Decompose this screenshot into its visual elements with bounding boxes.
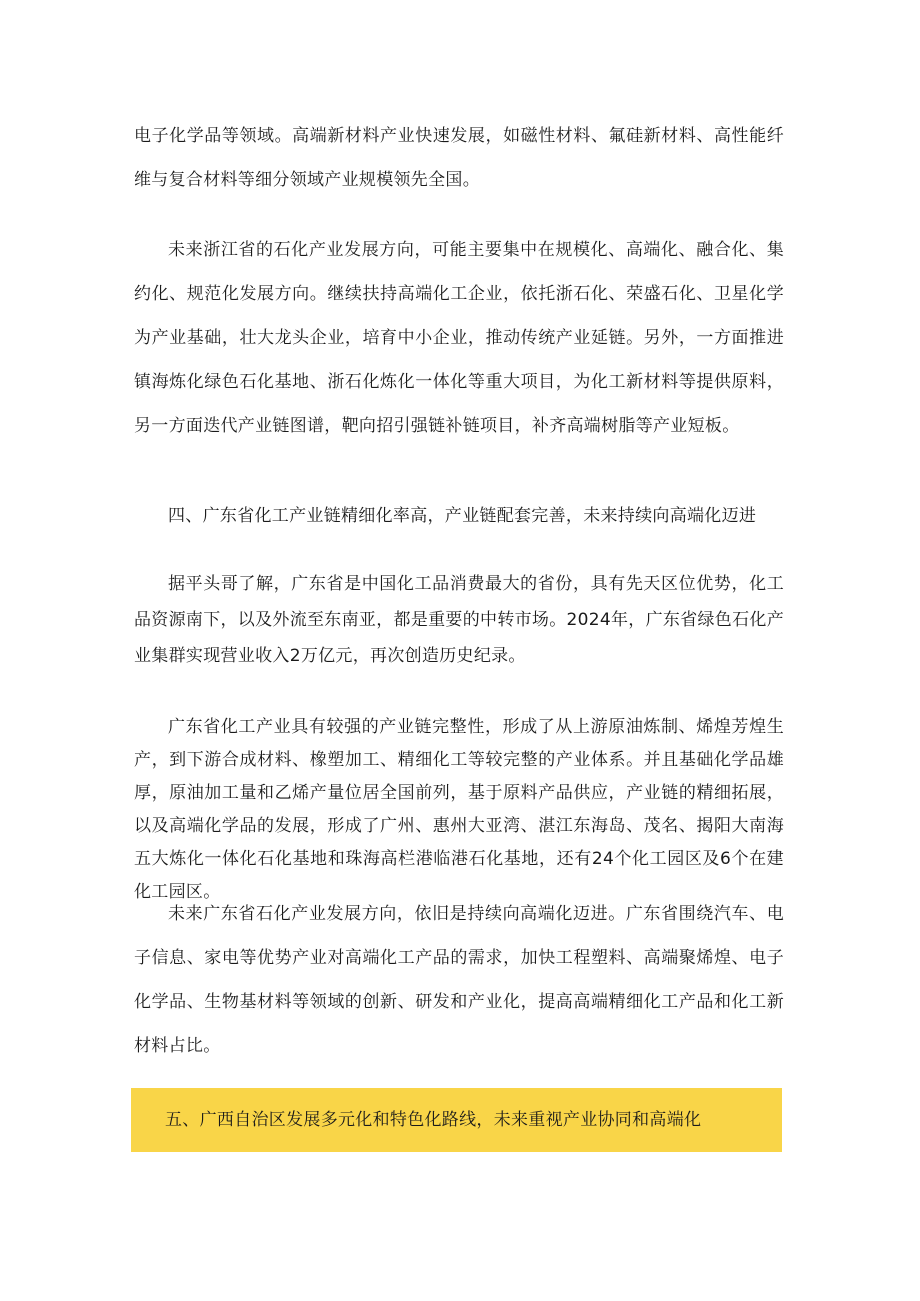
paragraph-zhejiang-outlook: 未来浙江省的石化产业发展方向，可能主要集中在规模化、高端化、融合化、集约化、规范化发展方向。继续扶持高端化工企业，依托浙石化、荣盛石化、卫星化学为产业基础，壮大龙头企业，培育中小企业，推动传统产业延链。另外，一方面推进镇海炼化绿色石化基地、浙石化炼化一体化等重大项目，为化工新材料等提供原料，另一方面迭代产业链图谱，靶向招引强链补链项目，补齐高端树脂等产业短板。 <box>134 240 784 436</box>
section-heading-guangdong: 四、广东省化工产业链精细化率高，产业链配套完善，未来持续向高端化迈进 <box>168 506 757 526</box>
paragraph-guangdong-outlook: 未来广东省石化产业发展方向，依旧是持续向高端化迈进。广东省围绕汽车、电子信息、家电等优势产业对高端化工产品的需求，加快工程塑料、高端聚烯煌、电子化学品、生物基材料等领域的创新、研发和产业化，提高高端精细化工产品和化工新材料占比。 <box>134 904 784 1056</box>
paragraph-materials: 电子化学品等领域。高端新材料产业快速发展，如磁性材料、氟硅新材料、高性能纤维与复合材料等细分领域产业规模领先全国。 <box>134 126 784 190</box>
paragraph-guangdong-overview: 据平头哥了解，广东省是中国化工品消费最大的省份，具有先天区位优势，化工品资源南下，以及外流至东南亚，都是重要的中转市场。2024年，广东省绿色石化产业集群实现营业收入2万亿元，再次创造历史纪录。 <box>134 574 784 666</box>
paragraph-guangdong-industry-chain: 广东省化工产业具有较强的产业链完整性，形成了从上游原油炼制、烯煌芳煌生产，到下游合成材料、橡塑加工、精细化工等较完整的产业体系。并且基础化学品雄厚，原油加工量和乙烯产量位居全国前列，基于原料产品供应，产业链的精细拓展，以及高端化学品的发展，形成了广州、惠州大亚湾、湛江东海岛、茂名、揭阳大南海五大炼化一体化石化基地和珠海高栏港临港石化基地，还有24个化工园区及6个在建化工园区。 <box>134 717 784 902</box>
section-heading-guangxi: 五、广西自治区发展多元化和特色化路线，未来重视产业协同和高端化 <box>165 1110 702 1130</box>
section-heading-guangxi-highlight <box>131 1088 782 1152</box>
